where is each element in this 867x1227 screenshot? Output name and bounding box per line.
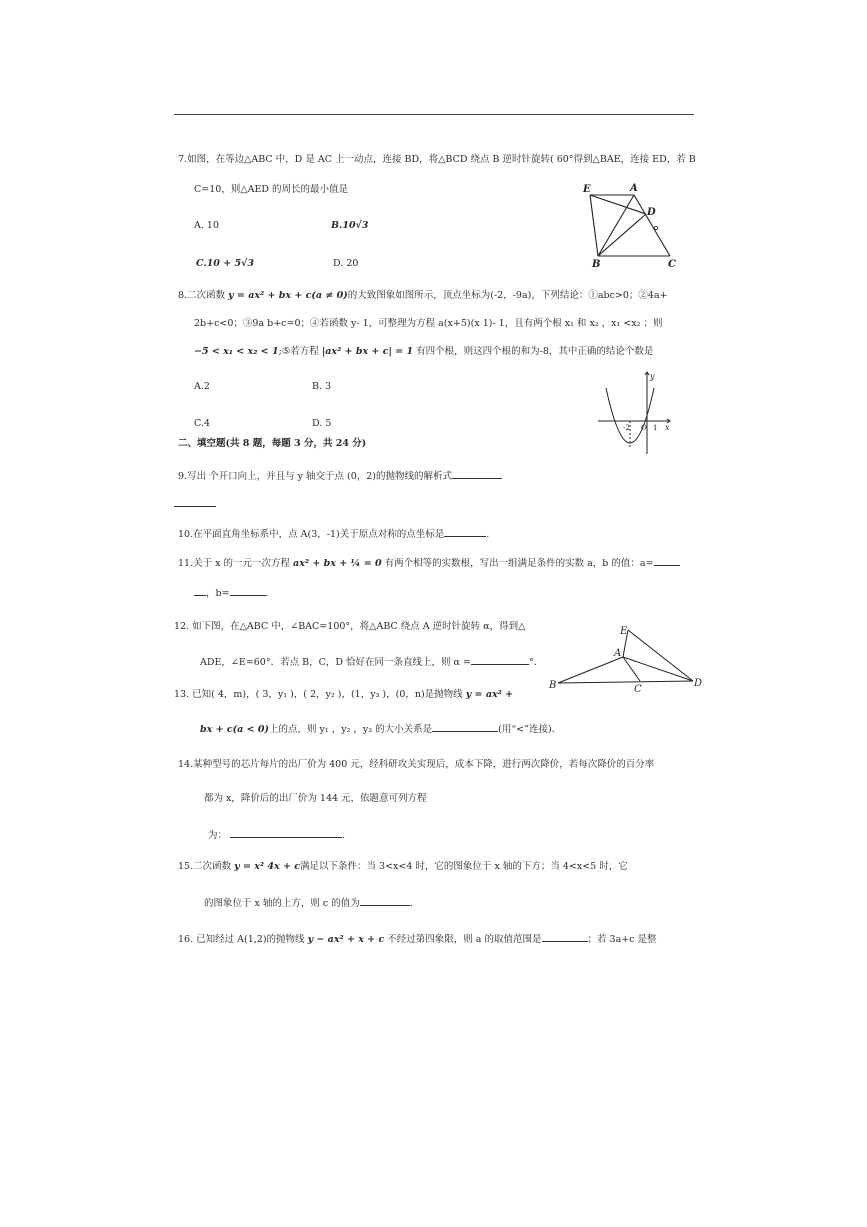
q12-label-a: A xyxy=(614,648,622,659)
q8-option-c: C.4 xyxy=(194,418,210,429)
q12-answer-blank[interactable] xyxy=(471,655,529,665)
q11-a-blank[interactable] xyxy=(654,556,680,566)
q7-label-c: C xyxy=(668,259,676,270)
q11-line1: 11.关于 x 的一元一次方程 ax² + bx + ¼ = 0 有两个相等的实数根，写出一组满足条件的实数 a，b 的值：a= xyxy=(178,556,680,570)
q16-line1: 16. 已知经过 A(1,2)的抛物线 y − ax² + x + c 不经过第四象限，则 a 的取值范围是 ；若 3a+c 是整 xyxy=(178,934,657,945)
q14-line1: 14.某种型号的芯片每片的出厂价为 400 元，经科研攻关实现后，成本下降，进行两次降价，若每次降价的百分率 xyxy=(178,759,655,770)
q8-label-origin: O xyxy=(641,424,647,432)
q12-line1: 12. 如下图，在△ABC 中，∠BAC=100°，将△ABC 绕点 A 逆时针旋转 α，得到△ xyxy=(174,621,526,632)
q8-line3: −5 < x₁ < x₂ < 1;⑤若方程 |ax² + bx + c| = 1 有四个根，则这四个根的和为-8，其中正确的结论个数是 xyxy=(194,346,654,357)
section-fill-in-heading: 二、填空题(共 8 题，每题 3 分，共 24 分) xyxy=(178,438,367,449)
q7-label-b: B xyxy=(592,259,601,270)
q12-label-e: E xyxy=(620,626,628,637)
q7-label-e: E xyxy=(583,184,591,195)
q9-line1: 9.写出 个开口向上，并且与 y 轴交于点 (0，2)的抛物线的解析式 xyxy=(178,469,502,483)
header-rule xyxy=(174,114,694,115)
q8-label-one: 1 xyxy=(653,424,658,432)
q16-a-range-blank[interactable] xyxy=(542,932,588,942)
q12-line2: ADE，∠E=60°．若点 B，C，D 恰好在同一条直线上，则 α = °． xyxy=(200,657,544,668)
q9-answer-blank-continued[interactable] xyxy=(174,506,216,507)
q7-option-b: B.10√3 xyxy=(331,220,369,231)
q10-answer-blank[interactable] xyxy=(444,527,486,537)
q7-figure-triangle xyxy=(580,178,690,270)
q8-label-x: x xyxy=(665,423,670,432)
q8-option-d: D. 5 xyxy=(312,418,332,429)
q15-answer-blank[interactable] xyxy=(360,896,410,906)
q13-answer-blank[interactable] xyxy=(432,722,498,732)
q8-label-neg2: -2 xyxy=(623,424,630,432)
q14-line3: 为： . xyxy=(208,830,346,841)
q8-figure-parabola xyxy=(594,368,674,458)
q13-line2: bx + c(a < 0)上的点，则 y₁ ，y₂ ，y₃ 的大小关系是 (用“<”连接)． xyxy=(200,724,562,735)
q9-answer-blank[interactable] xyxy=(452,469,502,479)
q15-line1: 15.二次函数 y = x² 4x + c满足以下条件：当 3<x<4 时，它的图象位于 x 轴的下方；当 4<x<5 时，它 xyxy=(178,861,628,872)
q8-label-y: y xyxy=(650,372,655,381)
q12-figure-rotation xyxy=(548,622,708,694)
q10-line1: 10.在平面直角坐标系中，点 A(3，-1)关于原点对称的点坐标是 . xyxy=(178,529,490,540)
q8-line1: 8.二次函数 y = ax² + bx + c(a ≠ 0)的大致图象如图所示，顶点坐标为(-2，-9a)，下列结论：①abc>0；②4a+ xyxy=(178,290,668,301)
q8-option-a: A.2 xyxy=(194,381,210,392)
q15-line2: 的图象位于 x 轴的上方，则 c 的值为 . xyxy=(204,898,413,909)
q8-line2: 2b+c<0；③9a b+c=0；④若函数 y- 1，可整理为方程 a(x+5)(x 1)- 1，且有两个根 x₁ 和 x₂ ，x₁ <x₂ ；则 xyxy=(194,318,663,329)
q13-line1: 13. 已知( 4，m)，( 3，y₁ )，( 2，y₂ )，(1，y₃ )，(0，n)是抛物线 y = ax² + xyxy=(174,689,514,700)
q7-line2: C=10，则△AED 的周长的最小值是 xyxy=(194,184,349,195)
q7-option-a: A. 10 xyxy=(194,220,219,231)
q8-option-b: B. 3 xyxy=(312,381,332,392)
q11-b-blank[interactable] xyxy=(230,586,266,596)
q14-answer-blank[interactable] xyxy=(230,828,342,838)
q11-line2: ，b= . xyxy=(194,586,269,600)
q12-label-c: C xyxy=(634,684,642,694)
q7-option-c: C.10 + 5√3 xyxy=(196,258,254,269)
q7-label-a: A xyxy=(630,183,638,194)
q14-line2: 都为 x，降价后的出厂价为 144 元，依题意可列方程 xyxy=(204,793,427,804)
q12-label-b: B xyxy=(549,680,557,691)
q7-option-d: D. 20 xyxy=(333,258,359,269)
q7-label-d: D xyxy=(647,207,656,218)
q11-a-blank-continued[interactable] xyxy=(194,586,206,596)
q7-line1: 7.如图，在等边△ABC 中，D 是 AC 上一动点，连接 BD，将△BCD 绕点 B 逆时针旋转( 60°得到△BAE，连接 ED，若 B xyxy=(178,154,696,165)
q12-label-d: D xyxy=(694,678,703,689)
